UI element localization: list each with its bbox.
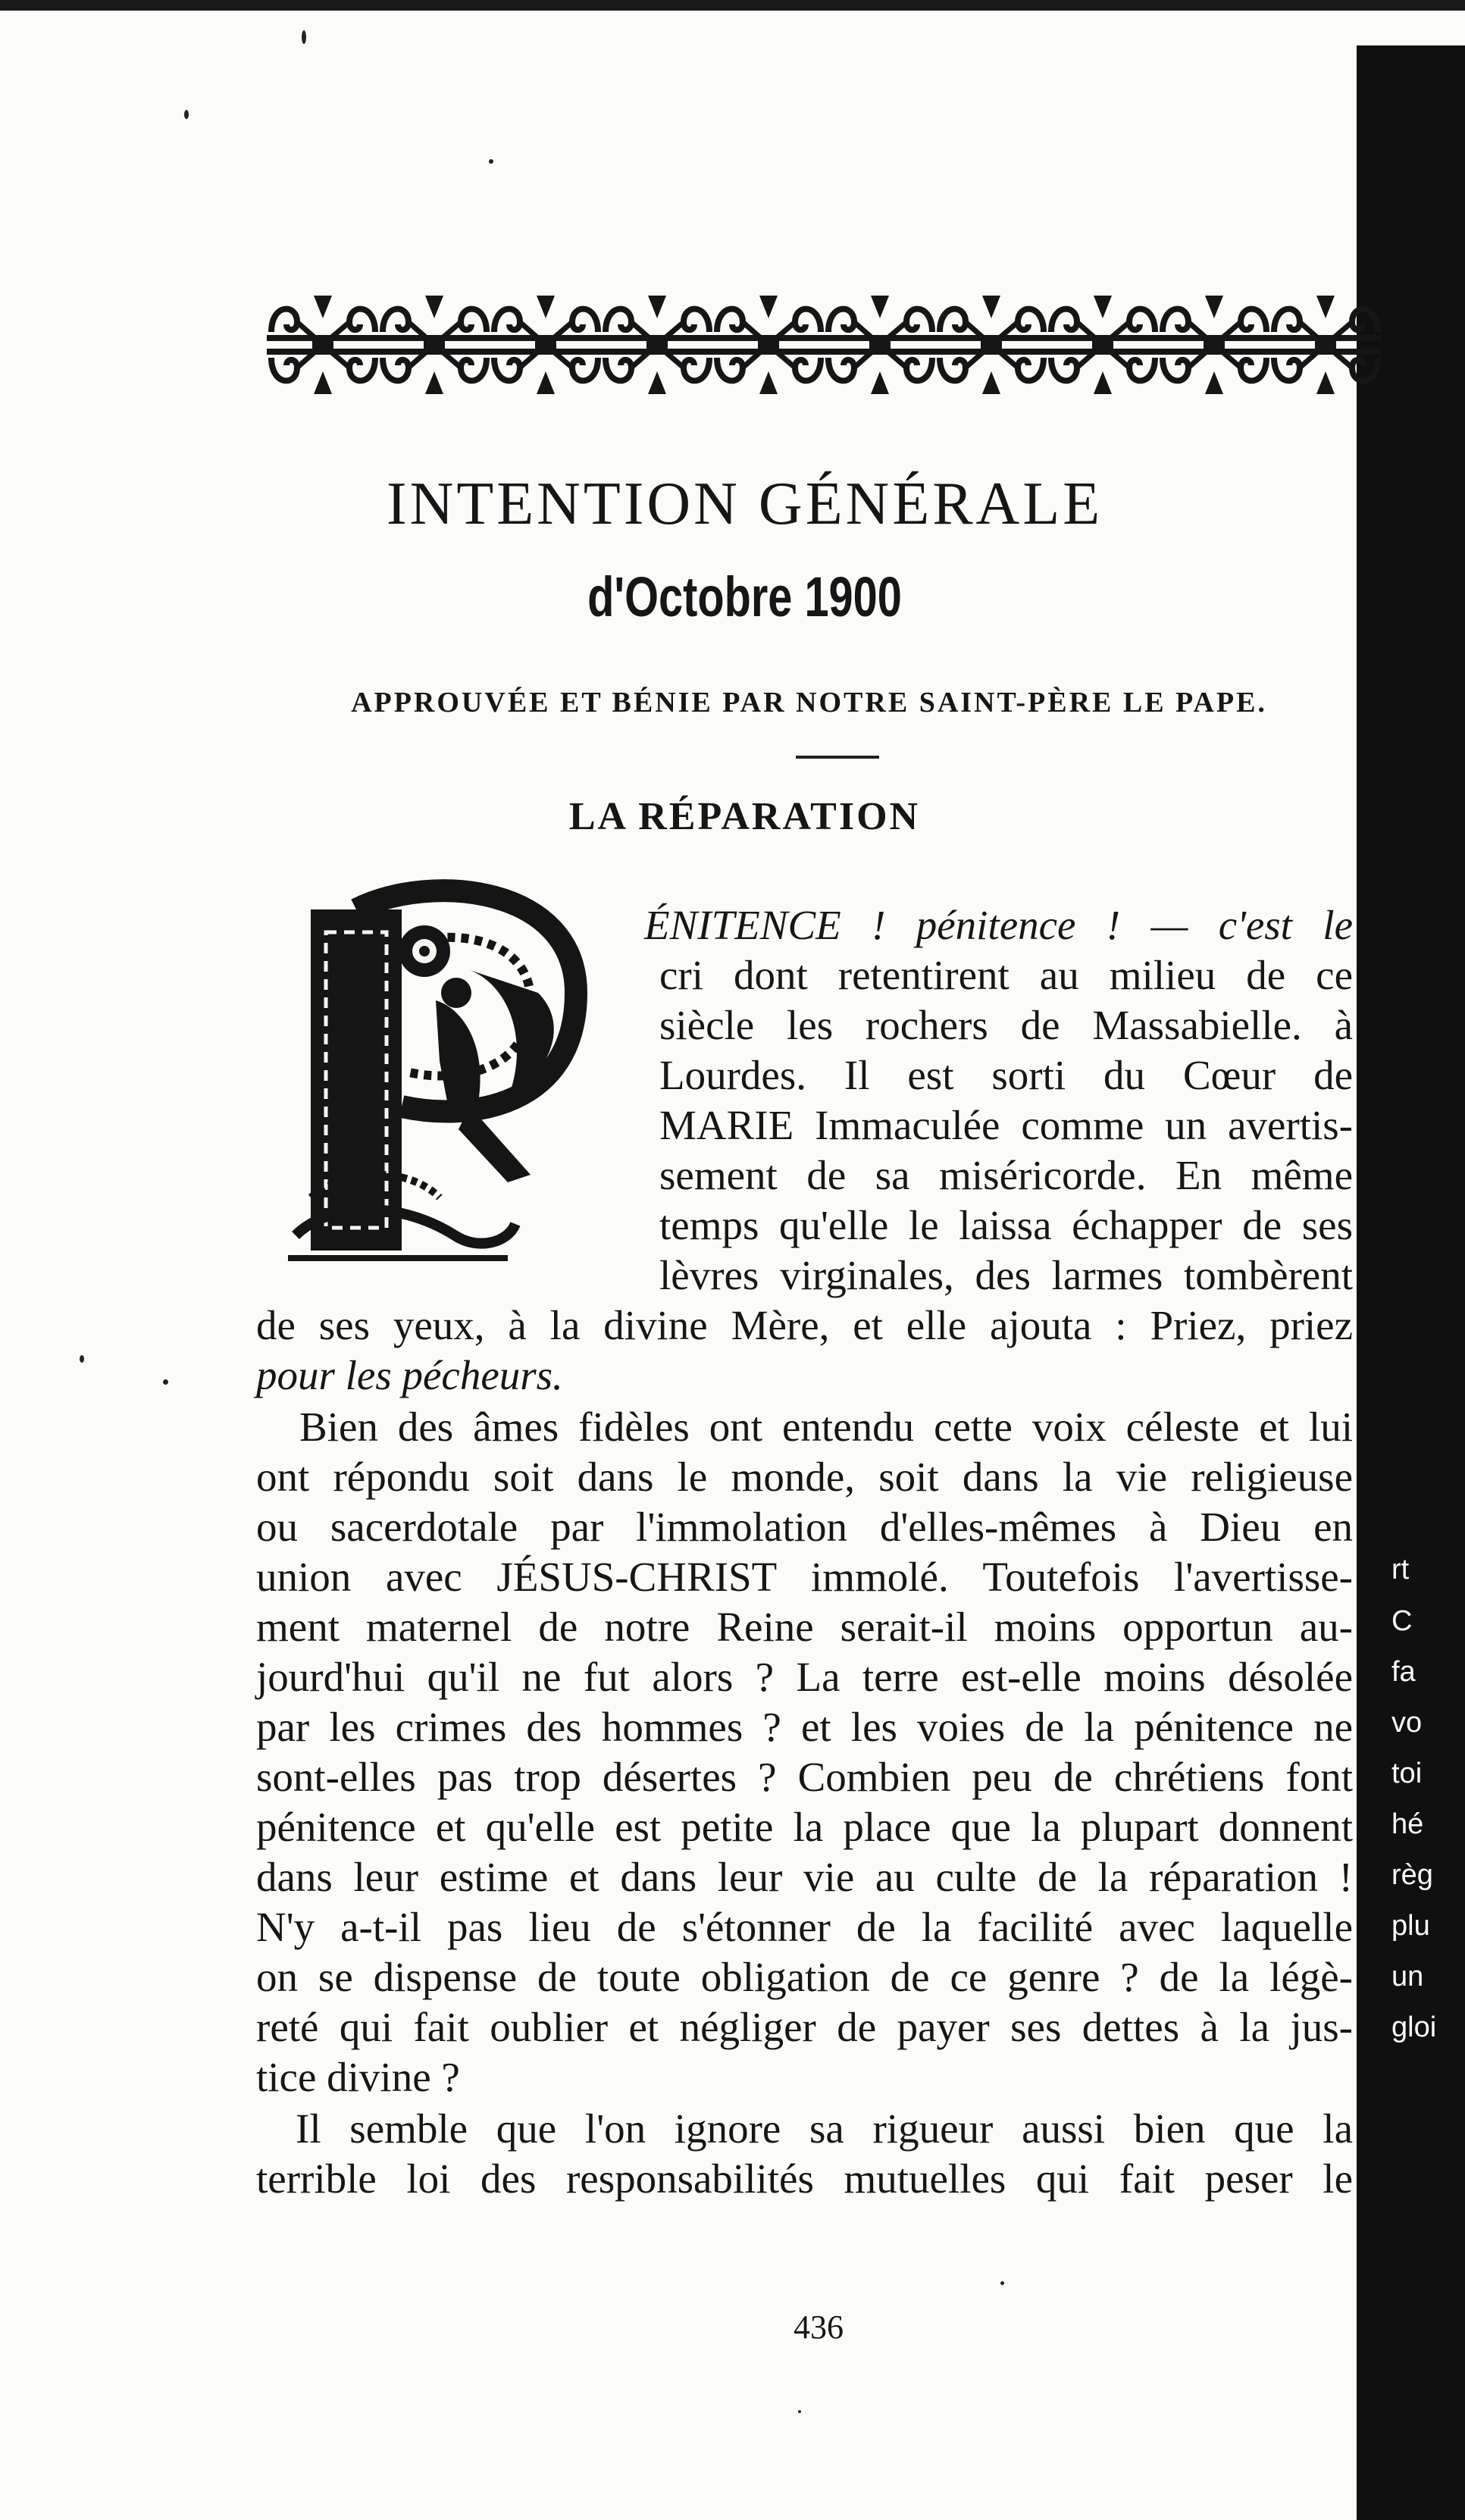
next-page-fragment: hé: [1391, 1808, 1424, 1840]
text-line: dans leur estime et dans leur vie au culte de la réparation !: [256, 1854, 1353, 1900]
next-page-fragment: fa: [1391, 1656, 1416, 1688]
opening-exclamation: ÉNITENCE ! pénitence ! — c'est le: [644, 902, 1353, 948]
adjacent-page-edge: [1357, 45, 1465, 2520]
approval-line: APPROUVÉE ET BÉNIE PAR NOTRE SAINT-PÈRE LE PAPE.: [351, 687, 1267, 718]
scan-speck: [798, 2410, 801, 2413]
text-line: ont répondu soit dans le monde, soit dans la vie religieuse: [256, 1454, 1353, 1500]
next-page-fragment: vo: [1391, 1707, 1423, 1739]
scan-speck: [184, 110, 189, 119]
next-page-fragment: un: [1391, 1961, 1424, 1993]
scan-speck: [302, 30, 306, 44]
section-title: LA RÉPARATION: [568, 795, 921, 838]
text-line: sement de sa miséricorde. En même: [659, 1152, 1353, 1198]
text-line: pour les pécheurs.: [256, 1352, 563, 1398]
next-page-fragment: règ: [1391, 1859, 1433, 1891]
next-page-fragment: rt: [1391, 1554, 1410, 1586]
text-line: siècle les rochers de Massabielle. à: [659, 1002, 1353, 1048]
divider-rule: [796, 756, 879, 759]
text-line: jourd'hui qu'il ne fut alors ? La terre est-elle moins désolée: [256, 1654, 1353, 1700]
next-page-fragment: gloi: [1391, 2011, 1437, 2043]
text-line: lèvres virginales, des larmes tombèrent: [659, 1252, 1353, 1298]
text-line: temps qu'elle le laissa échapper de ses: [659, 1202, 1353, 1248]
text-line: Lourdes. Il est sorti du Cœur de: [659, 1052, 1353, 1098]
top-edge-shadow: [0, 0, 1465, 11]
text-line: on se dispense de toute obligation de ce genre ? de la légè-: [256, 1954, 1353, 2000]
text-line: cri dont retentirent au milieu de ce: [659, 952, 1353, 998]
title-date-line: d'Octobre 1900: [587, 565, 902, 628]
ornamental-header-band: [267, 288, 1381, 402]
text-line: ou sacerdotale par l'immolation d'elles-mêmes à Dieu en: [256, 1504, 1353, 1550]
scan-speck: [1000, 2281, 1004, 2285]
text-line: de ses yeux, à la divine Mère, et elle ajouta : Priez, priez: [256, 1302, 1353, 1348]
text-line: Bien des âmes fidèles ont entendu cette voix céleste et lui: [299, 1404, 1353, 1450]
next-page-fragment: plu: [1391, 1910, 1430, 1942]
scan-speck: [489, 159, 493, 164]
text-line: union avec JÉSUS-CHRIST immolé. Toutefois l'avertisse-: [256, 1554, 1353, 1600]
page-title: INTENTION GÉNÉRALE: [386, 471, 1103, 537]
text-line: ment maternel de notre Reine serait-il moins opportun au-: [256, 1604, 1353, 1650]
text-line: MARIE Immaculée comme un avertis-: [659, 1102, 1353, 1148]
text-line: pénitence et qu'elle est petite la place que la plupart donnent: [256, 1804, 1353, 1850]
text-line: tice divine ?: [256, 2054, 460, 2100]
text-line: par les crimes des hommes ? et les voies de la pénitence ne: [256, 1704, 1353, 1750]
text-line: reté qui fait oublier et négliger de payer ses dettes à la jus-: [256, 2004, 1353, 2050]
text-line: N'y a-t-il pas lieu de s'étonner de la facilité avec laquelle: [256, 1904, 1353, 1950]
scan-speck: [80, 1355, 84, 1363]
ornate-initial-p-icon: [280, 879, 614, 1273]
next-page-fragment: toi: [1391, 1758, 1423, 1789]
text-line: [644, 900, 1353, 950]
scan-speck: [163, 1379, 168, 1385]
text-line: sont-elles pas trop désertes ? Combien peu de chrétiens font: [256, 1754, 1353, 1800]
text-line: Il semble que l'on ignore sa rigueur aussi bien que la: [296, 2105, 1353, 2152]
page-number: 436: [794, 2309, 844, 2346]
text-line: terrible loi des responsabilités mutuelles qui fait peser le: [256, 2155, 1353, 2202]
next-page-fragment: C: [1391, 1605, 1413, 1637]
